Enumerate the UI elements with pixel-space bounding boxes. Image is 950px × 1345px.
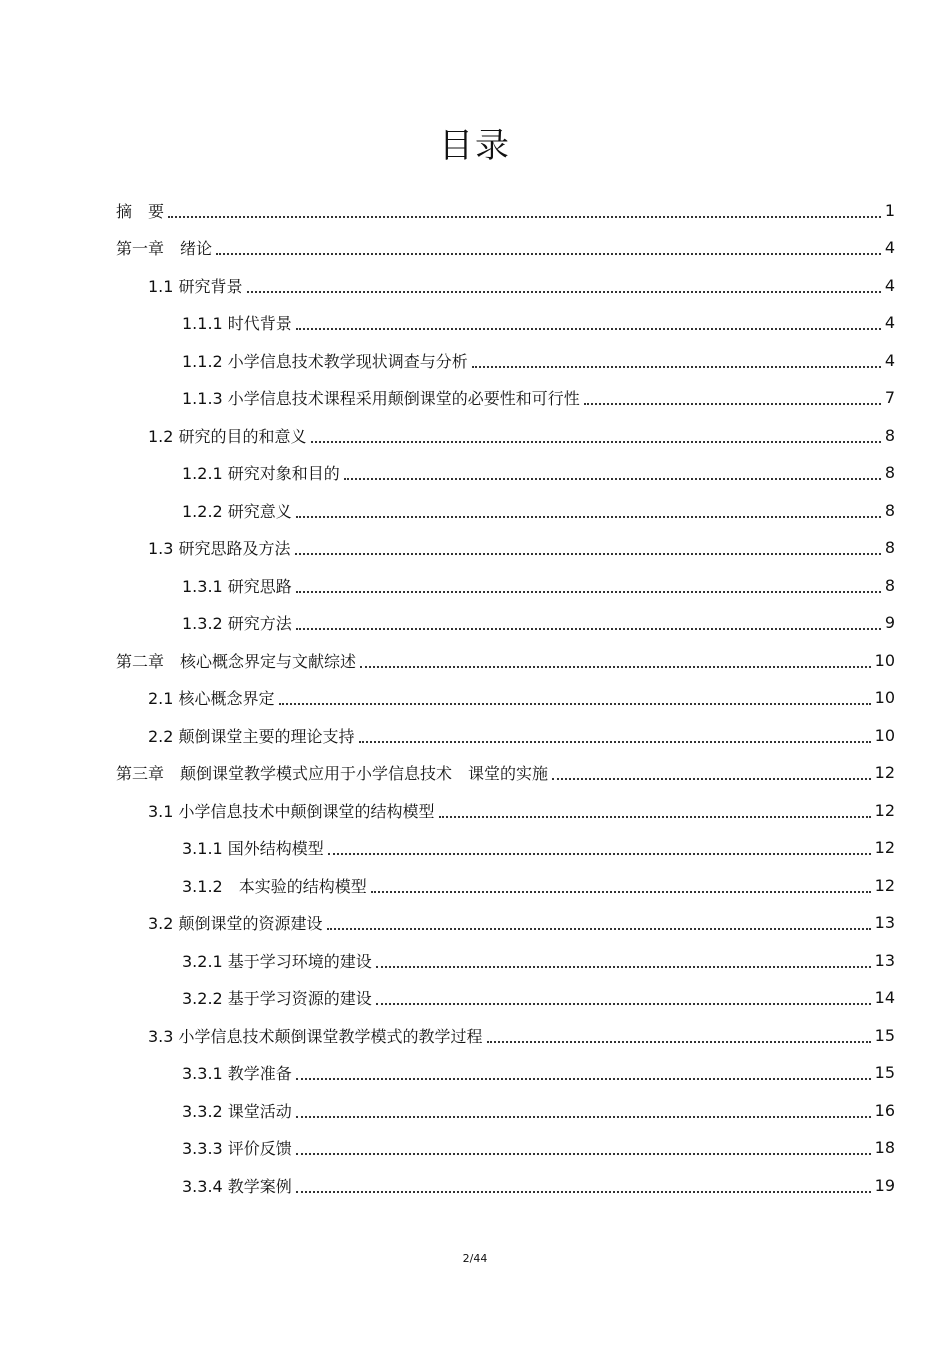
dot-leader — [327, 927, 871, 930]
toc-entry-label: 3.3.3 评价反馈 — [182, 1139, 292, 1158]
toc-entry-page: 4 — [884, 275, 895, 295]
toc-entry[interactable] — [182, 605, 895, 641]
toc-entry-page: 12 — [874, 838, 895, 857]
toc-entry-page: 15 — [874, 1025, 895, 1045]
toc-entry-label: 3.2.1 基于学习环境的建设 — [182, 951, 372, 971]
toc-entry-page: 12 — [874, 800, 895, 820]
page-title: 目录 — [439, 126, 511, 166]
toc-entry-label: 3.2 颠倒课堂的资源建设 — [148, 914, 323, 933]
toc-entry[interactable] — [182, 1130, 895, 1166]
dot-leader — [279, 702, 871, 705]
toc-entry[interactable] — [182, 1167, 895, 1203]
toc-entry-label: 1.1.2 小学信息技术教学现状调查与分析 — [182, 351, 468, 371]
dot-leader — [295, 552, 881, 555]
toc-entry[interactable] — [148, 792, 895, 828]
toc-entry[interactable] — [148, 717, 895, 753]
toc-entry[interactable] — [182, 1055, 895, 1091]
toc-entry[interactable] — [182, 380, 895, 416]
toc-entry[interactable] — [182, 867, 895, 903]
dot-leader — [216, 252, 881, 255]
toc-entry[interactable] — [148, 680, 895, 716]
toc-entry-page: 14 — [874, 988, 895, 1007]
toc-entry-page: 12 — [874, 763, 895, 782]
toc-entry-label: 第三章 颠倒课堂教学模式应用于小学信息技术 课堂的实施 — [116, 764, 549, 783]
dot-leader — [371, 890, 871, 893]
dot-leader — [296, 1077, 871, 1080]
toc-entry[interactable] — [148, 417, 895, 453]
toc-entry-page: 9 — [884, 613, 895, 632]
toc-entry-label: 3.2.2 基于学习资源的建设 — [182, 989, 372, 1008]
dot-leader — [247, 290, 881, 293]
dot-leader — [472, 365, 881, 368]
dot-leader — [376, 965, 871, 968]
toc-entry-page: 4 — [884, 313, 895, 332]
toc-entry-page: 13 — [874, 913, 895, 932]
toc-entry[interactable] — [182, 567, 895, 603]
dot-leader — [487, 1040, 871, 1043]
toc-entry-label: 1.3.2 研究方法 — [182, 614, 292, 633]
toc-entry-label: 1.2 研究的目的和意义 — [148, 426, 307, 446]
toc-entry-label: 1.1 研究背景 — [148, 276, 243, 296]
toc-entry-page: 15 — [874, 1063, 895, 1082]
toc-entry-label: 3.3 小学信息技术颠倒课堂教学模式的教学过程 — [148, 1026, 483, 1046]
dot-leader — [376, 1002, 871, 1005]
toc-entry-page: 18 — [874, 1138, 895, 1157]
toc-entry[interactable] — [182, 942, 895, 978]
toc-entry-page: 7 — [884, 388, 895, 407]
toc-entry-label: 第一章 绪论 — [116, 239, 213, 258]
dot-leader — [296, 515, 881, 518]
toc-entry[interactable] — [148, 905, 895, 941]
toc-entry[interactable] — [148, 267, 895, 303]
toc-entry[interactable] — [182, 492, 895, 528]
dot-leader — [296, 590, 881, 593]
toc-entry[interactable] — [148, 1017, 895, 1053]
toc-entry-label: 3.3.1 教学准备 — [182, 1064, 292, 1083]
toc-entry-page: 1 — [884, 200, 895, 220]
dot-leader — [552, 777, 871, 780]
dot-leader — [360, 665, 871, 668]
toc-entry-label: 第二章 核心概念界定与文献综述 — [116, 651, 357, 671]
toc-entry[interactable] — [182, 305, 895, 341]
toc-entry-page: 8 — [884, 538, 895, 557]
dot-leader — [359, 740, 871, 743]
dot-leader — [296, 1115, 871, 1118]
toc-entry-page: 12 — [874, 875, 895, 895]
dot-leader — [168, 215, 881, 218]
toc-entry-label: 3.1.2 本实验的结构模型 — [182, 876, 367, 896]
toc-entry-page: 4 — [884, 238, 895, 257]
toc-entry[interactable] — [116, 192, 895, 228]
toc-entry-page: 8 — [884, 575, 895, 595]
page-number-footer: 2/44 — [462, 1252, 488, 1265]
toc-entry-page: 8 — [884, 463, 895, 482]
toc-entry-label: 1.3.1 研究思路 — [182, 576, 292, 596]
toc-entry[interactable] — [182, 830, 895, 866]
toc-entry[interactable] — [116, 755, 895, 791]
toc-entry-page: 10 — [874, 650, 895, 670]
dot-leader — [439, 815, 871, 818]
toc-entry-page: 19 — [874, 1175, 895, 1195]
toc-entry-label: 1.3 研究思路及方法 — [148, 539, 291, 558]
toc-entry-label: 2.2 颠倒课堂主要的理论支持 — [148, 726, 355, 746]
toc-entry-label: 1.2.2 研究意义 — [182, 501, 292, 521]
toc-entry-label: 2.1 核心概念界定 — [148, 689, 275, 708]
toc-entry[interactable] — [116, 230, 895, 266]
toc-entry-page: 16 — [874, 1100, 895, 1120]
dot-leader — [296, 327, 881, 330]
dot-leader — [296, 1152, 871, 1155]
toc-entry-page: 8 — [884, 425, 895, 445]
dot-leader — [344, 477, 881, 480]
toc-entry[interactable] — [148, 530, 895, 566]
toc-entry-page: 8 — [884, 500, 895, 520]
toc-entry-page: 4 — [884, 350, 895, 370]
toc-entry-page: 10 — [874, 725, 895, 745]
dot-leader — [328, 852, 871, 855]
toc-entry[interactable] — [116, 642, 895, 678]
dot-leader — [311, 440, 881, 443]
toc-entry-label: 1.2.1 研究对象和目的 — [182, 464, 340, 483]
dot-leader — [296, 1190, 871, 1193]
toc-entry-label: 3.3.4 教学案例 — [182, 1176, 292, 1196]
toc-entry[interactable] — [182, 1092, 895, 1128]
toc-entry[interactable] — [182, 980, 895, 1016]
toc-entry-label: 3.3.2 课堂活动 — [182, 1101, 292, 1121]
toc-entry-page: 13 — [874, 950, 895, 970]
toc-entry[interactable] — [182, 455, 895, 491]
toc-entry-label: 3.1 小学信息技术中颠倒课堂的结构模型 — [148, 801, 435, 821]
toc-entry-label: 1.1.3 小学信息技术课程采用颠倒课堂的必要性和可行性 — [182, 389, 580, 408]
toc-entry-label: 摘 要 — [116, 201, 165, 221]
toc-entry-page: 10 — [874, 688, 895, 707]
dot-leader — [584, 402, 881, 405]
toc-entry[interactable] — [182, 342, 895, 378]
dot-leader — [296, 627, 881, 630]
toc-entry-label: 1.1.1 时代背景 — [182, 314, 292, 333]
toc-entry-label: 3.1.1 国外结构模型 — [182, 839, 324, 858]
